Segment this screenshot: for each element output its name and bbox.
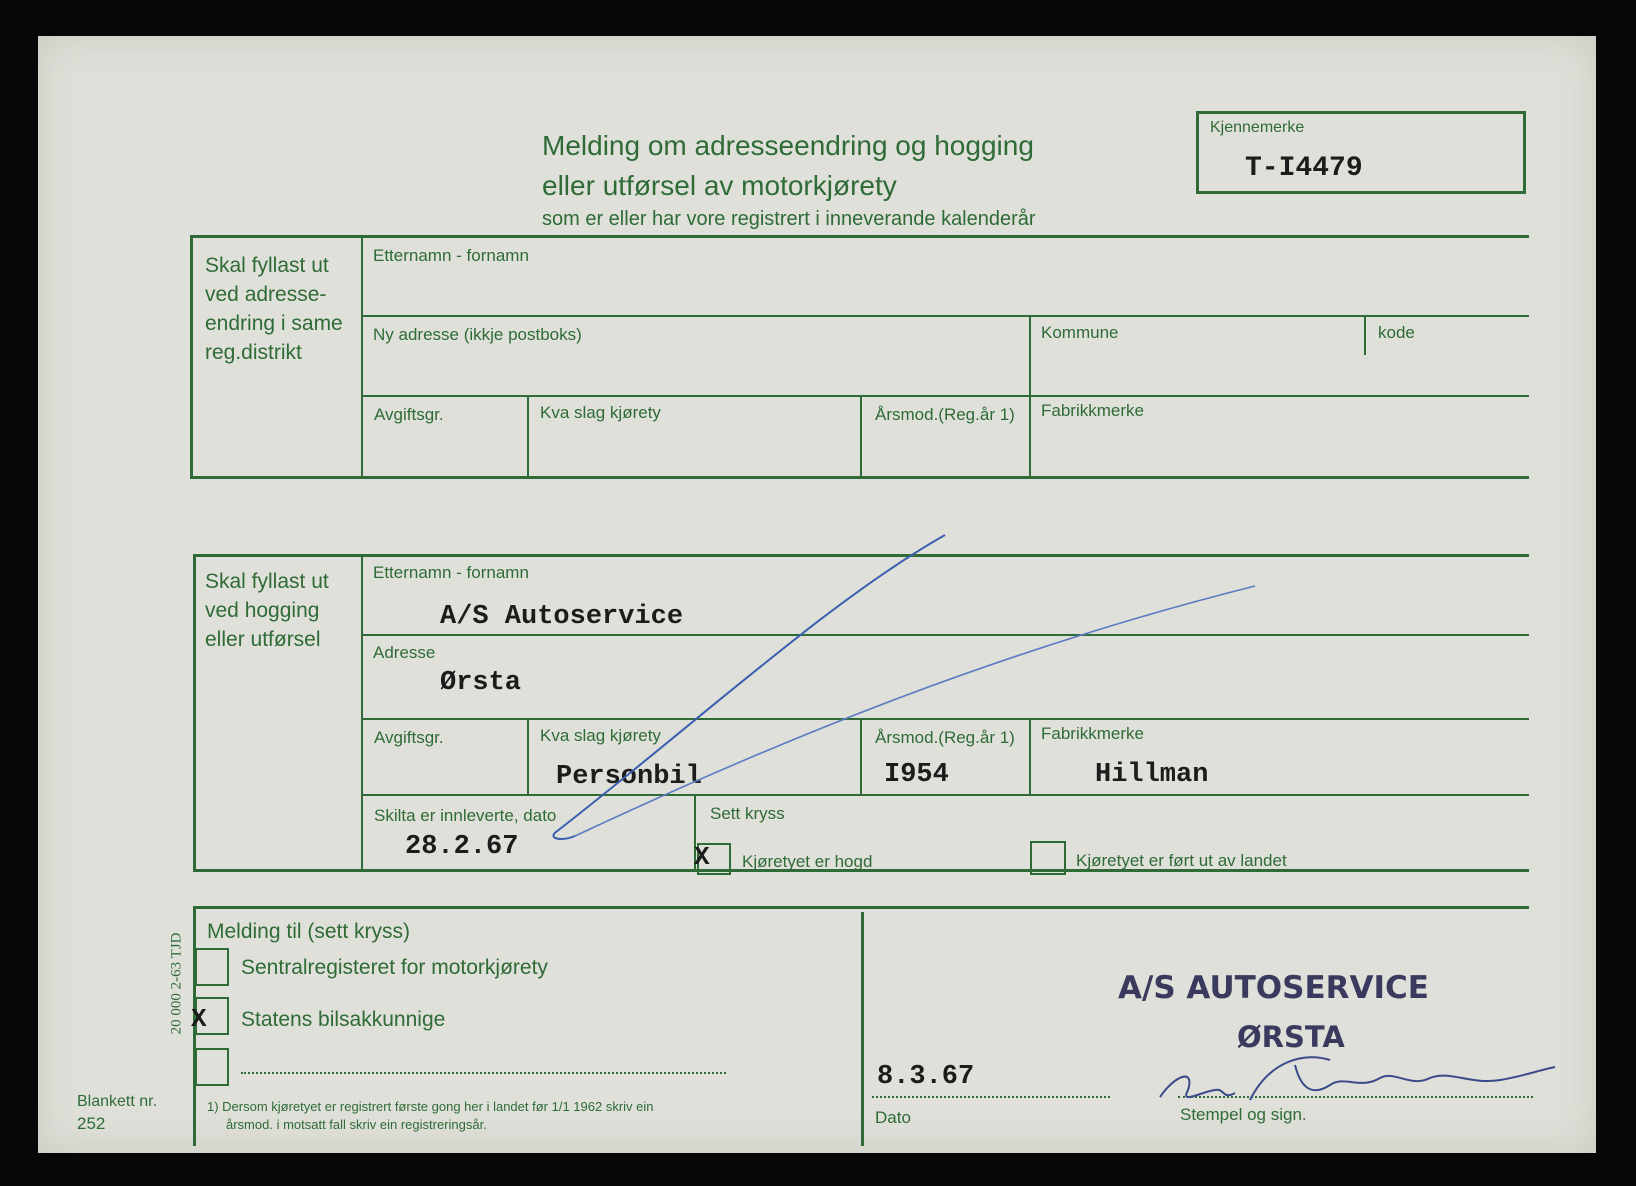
s2-kva-slag-value: Personbil <box>556 762 702 792</box>
s2-hogd-mark: X <box>694 842 710 872</box>
s1-fabrikk-label: Fabrikkmerke <box>1041 401 1144 420</box>
s3-option2-mark: X <box>191 1004 207 1034</box>
s1-arsmod-label: Årsmod.(Reg.år 1) <box>875 405 1015 424</box>
blankett-number: 252 <box>77 1114 106 1133</box>
s1-name-label: Etternamn - fornamn <box>373 246 529 265</box>
s3-melding-label: Melding til (sett kryss) <box>207 920 411 943</box>
print-code-vertical: 20 000 2-63 TJD <box>168 932 185 1035</box>
form-title-line2: eller utførsel av motorkjørety <box>542 170 897 201</box>
s3-dato-label: Dato <box>875 1108 911 1127</box>
s1-side-text-3: endring i same <box>205 312 343 335</box>
s1-kommune-label: Kommune <box>1041 323 1119 342</box>
s2-sett-kryss-label: Sett kryss <box>710 804 785 823</box>
s3-dato-value: 8.3.67 <box>877 1062 975 1092</box>
s1-avgift-label: Avgiftsgr. <box>374 405 444 424</box>
s1-kva-slag-label: Kva slag kjørety <box>540 403 661 422</box>
s2-side-text-3: eller utførsel <box>205 628 321 651</box>
s2-fabrikk-value: Hillman <box>1095 760 1209 790</box>
s2-skilta-label: Skilta er innleverte, dato <box>374 806 557 825</box>
s1-side-text-4: reg.distrikt <box>205 341 302 364</box>
s2-address-value: Ørsta <box>440 668 522 698</box>
kjennemerke-label: Kjennemerke <box>1210 119 1305 136</box>
s3-option2-label: Statens bilsakkunnige <box>241 1008 446 1031</box>
s2-arsmod-value: I954 <box>884 760 949 790</box>
s1-side-text-2: ved adresse- <box>205 283 327 306</box>
signature <box>1160 1057 1555 1100</box>
stamp-line2: ØRSTA <box>1237 1020 1345 1054</box>
s1-address-label: Ny adresse (ikkje postboks) <box>373 325 582 344</box>
s1-side-text-1: Skal fyllast ut <box>205 254 329 277</box>
s3-footnote-1: 1) Dersom kjøretyet er registrert første gong her i landet før 1/1 1962 skriv ein <box>207 1099 654 1114</box>
blankett-label: Blankett nr. <box>77 1093 158 1110</box>
blue-cancel-slash-2 <box>575 586 1255 836</box>
form-title-line1: Melding om adresseendring og hogging <box>542 130 1034 161</box>
form-subtitle: som er eller har vore registrert i inneverande kalenderår <box>542 208 1036 230</box>
stamp-line1: A/S AUTOSERVICE <box>1118 970 1429 1006</box>
s2-skilta-date: 28.2.67 <box>405 832 519 862</box>
kjennemerke-value: T-I4479 <box>1245 153 1363 184</box>
s3-option1-label: Sentralregisteret for motorkjørety <box>241 956 548 979</box>
s2-avgift-label: Avgiftsgr. <box>374 728 444 747</box>
s2-address-label: Adresse <box>373 643 436 662</box>
s2-arsmod-label: Årsmod.(Reg.år 1) <box>875 728 1015 747</box>
blue-cancel-slash-1 <box>553 535 945 839</box>
s2-side-text-1: Skal fyllast ut <box>205 570 329 593</box>
s2-side-text-2: ved hogging <box>205 599 320 622</box>
s2-name-value: A/S Autoservice <box>440 602 684 632</box>
s2-hogd-label: Kjøretyet er hogd <box>742 852 873 871</box>
s1-kode-label: kode <box>1378 323 1415 342</box>
s2-name-label: Etternamn - fornamn <box>373 563 529 582</box>
s2-utfort-label: Kjøretyet er ført ut av landet <box>1076 851 1287 870</box>
s3-sign-label: Stempel og sign. <box>1180 1105 1307 1124</box>
s2-fabrikk-label: Fabrikkmerke <box>1041 724 1144 743</box>
s3-footnote-2: årsmod. i motsatt fall skriv ein registreringsår. <box>226 1117 487 1132</box>
s2-kva-slag-label: Kva slag kjørety <box>540 726 661 745</box>
